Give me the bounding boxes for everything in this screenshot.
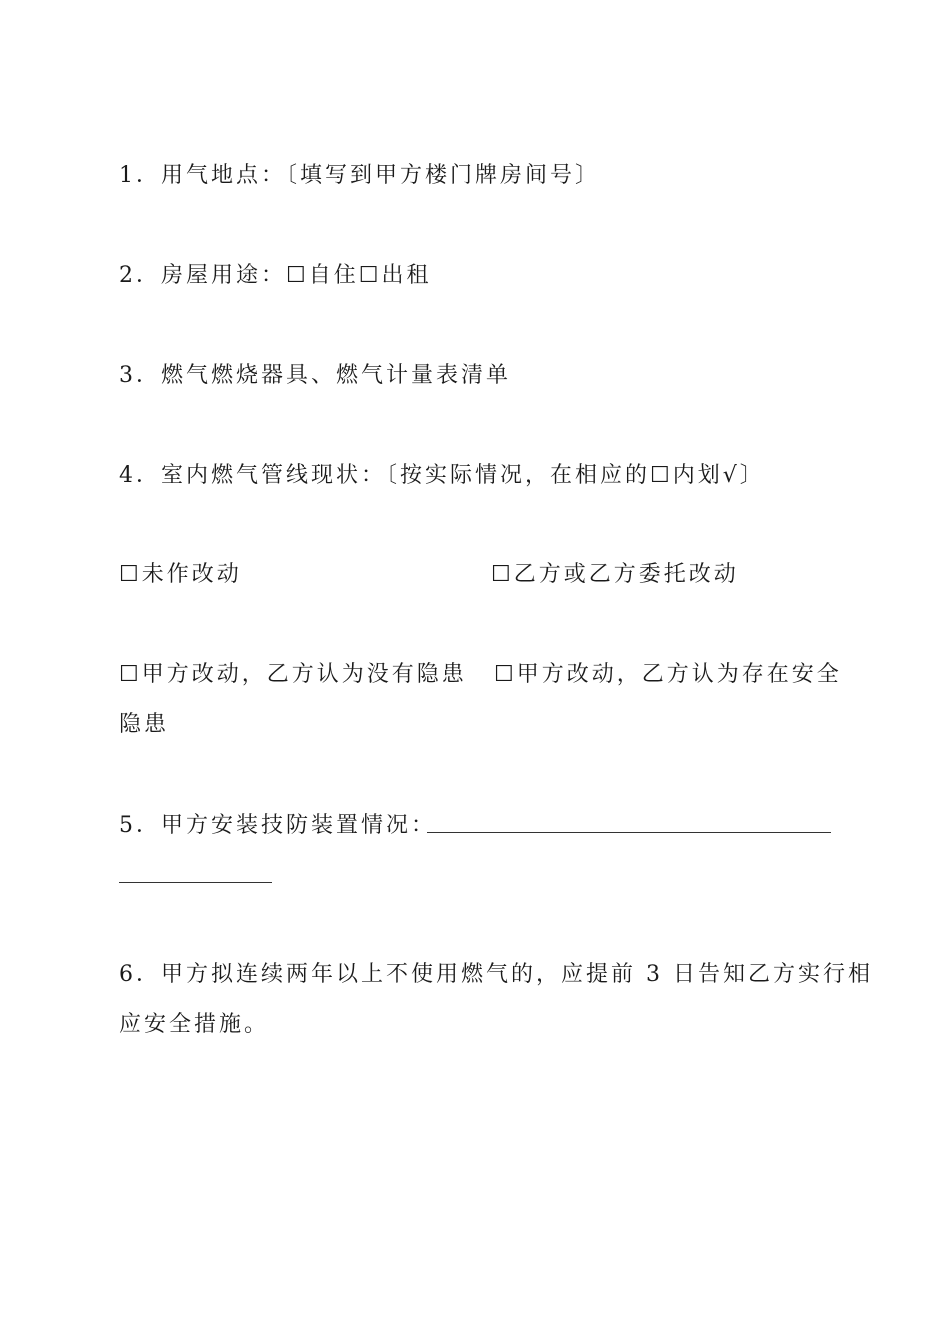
item-notice-clause: 6．甲方拟连续两年以上不使用燃气的，应提前 3 日告知乙方实行相	[119, 962, 873, 987]
item-house-usage: 2．房屋用途：☐自住☐出租	[119, 263, 432, 288]
item-security-devices: 5．甲方安装技防装置情况：	[119, 813, 436, 838]
option-party-a-no-risk: ☐甲方改动，乙方认为没有隐患	[119, 662, 467, 687]
option-party-a-risk: ☐甲方改动，乙方认为存在安全	[494, 662, 842, 687]
fill-in-blank-line	[427, 832, 831, 833]
option-party-b-modified: ☐乙方或乙方委托改动	[491, 562, 739, 587]
fill-in-blank-line-cont	[119, 882, 272, 883]
item-notice-clause-cont: 应安全措施。	[119, 1012, 270, 1037]
item-pipeline-status: 4．室内燃气管线现状：〔按实际情况，在相应的☐内划√〕	[119, 463, 765, 488]
option-party-a-risk-cont: 隐患	[119, 712, 170, 737]
option-unchanged: ☐未作改动	[119, 562, 242, 587]
item-appliance-list: 3．燃气燃烧器具、燃气计量表清单	[119, 363, 511, 388]
item-gas-location: 1．用气地点：〔填写到甲方楼门牌房间号〕	[119, 163, 600, 188]
